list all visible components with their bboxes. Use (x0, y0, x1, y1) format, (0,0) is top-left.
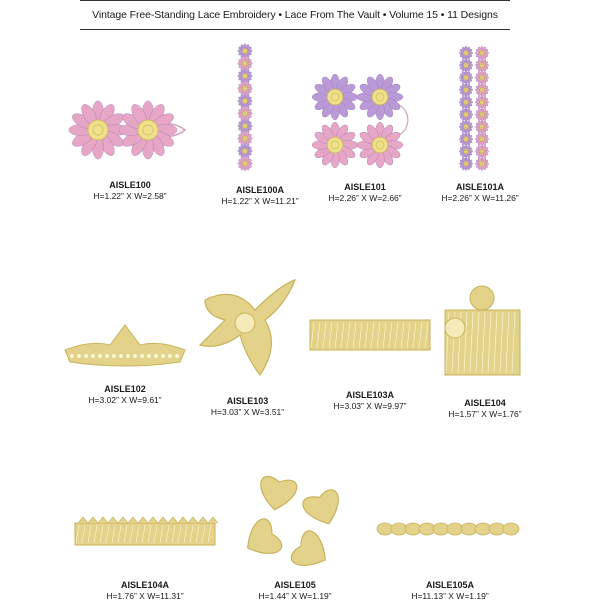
design-aisle102[interactable] (60, 320, 190, 415)
design-code: AISLE102 (104, 384, 146, 394)
design-aisle103[interactable] (185, 275, 310, 415)
design-dimensions: H=11.13” X W=1.19” (411, 591, 489, 601)
design-aisle100[interactable] (60, 80, 200, 210)
design-aisle101[interactable] (310, 70, 420, 210)
crown-lace-border-icon (60, 320, 190, 370)
design-aisle103a[interactable] (305, 310, 435, 420)
design-aisle100a[interactable] (215, 45, 305, 220)
design-code: AISLE105A (425, 580, 475, 590)
design-code: AISLE101A (455, 182, 505, 192)
daisy-chain-vertical-icon (215, 45, 305, 175)
design-dimensions: H=3.03” X W=9.97” (333, 401, 407, 411)
page-title: Vintage Free-Standing Lace Embroidery • Lace From The Vault • Volume 15 • 11 Designs (92, 9, 498, 21)
chain-lace-icon (375, 515, 525, 545)
design-dimensions: H=1.22” X W=2.58” (93, 191, 167, 201)
design-aisle105[interactable] (230, 460, 360, 600)
daisy-quad-lace-icon (310, 70, 420, 175)
design-aisle104[interactable] (435, 280, 535, 420)
lace-band-icon (305, 310, 435, 360)
design-dimensions: H=2.26” X W=2.66” (328, 193, 402, 203)
design-dimensions: H=1.22” X W=11.21” (221, 196, 299, 206)
daisy-double-chain-icon (430, 45, 530, 175)
design-code: AISLE104 (464, 398, 506, 408)
design-aisle104a[interactable] (70, 515, 220, 600)
design-aisle105a[interactable] (375, 515, 525, 600)
daisy-pair-lace-icon (60, 90, 200, 170)
design-dimensions: H=3.03” X W=3.51” (210, 407, 285, 417)
heart-cluster-lace-icon (230, 460, 360, 575)
design-dimensions: H=3.02” X W=9.61” (88, 395, 162, 405)
design-code: AISLE105 (274, 580, 316, 590)
floral-corner-lace-icon (185, 275, 310, 385)
lace-strip-icon (70, 515, 220, 555)
design-dimensions: H=2.26” X W=11.26” (441, 193, 519, 203)
design-code: AISLE101 (344, 182, 386, 192)
design-code: AISLE100A (235, 185, 285, 195)
design-code: AISLE104A (120, 580, 170, 590)
design-aisle101a[interactable] (430, 45, 530, 210)
design-dimensions: H=1.44” X W=1.19” (258, 591, 332, 601)
page-header (80, 0, 510, 30)
lace-panel-icon (435, 280, 535, 385)
design-code: AISLE103A (345, 390, 395, 400)
design-code: AISLE100 (109, 180, 151, 190)
design-dimensions: H=1.57” X W=1.76” (448, 409, 522, 419)
design-dimensions: H=1.76” X W=11.31” (106, 591, 184, 601)
design-code: AISLE103 (226, 396, 269, 406)
